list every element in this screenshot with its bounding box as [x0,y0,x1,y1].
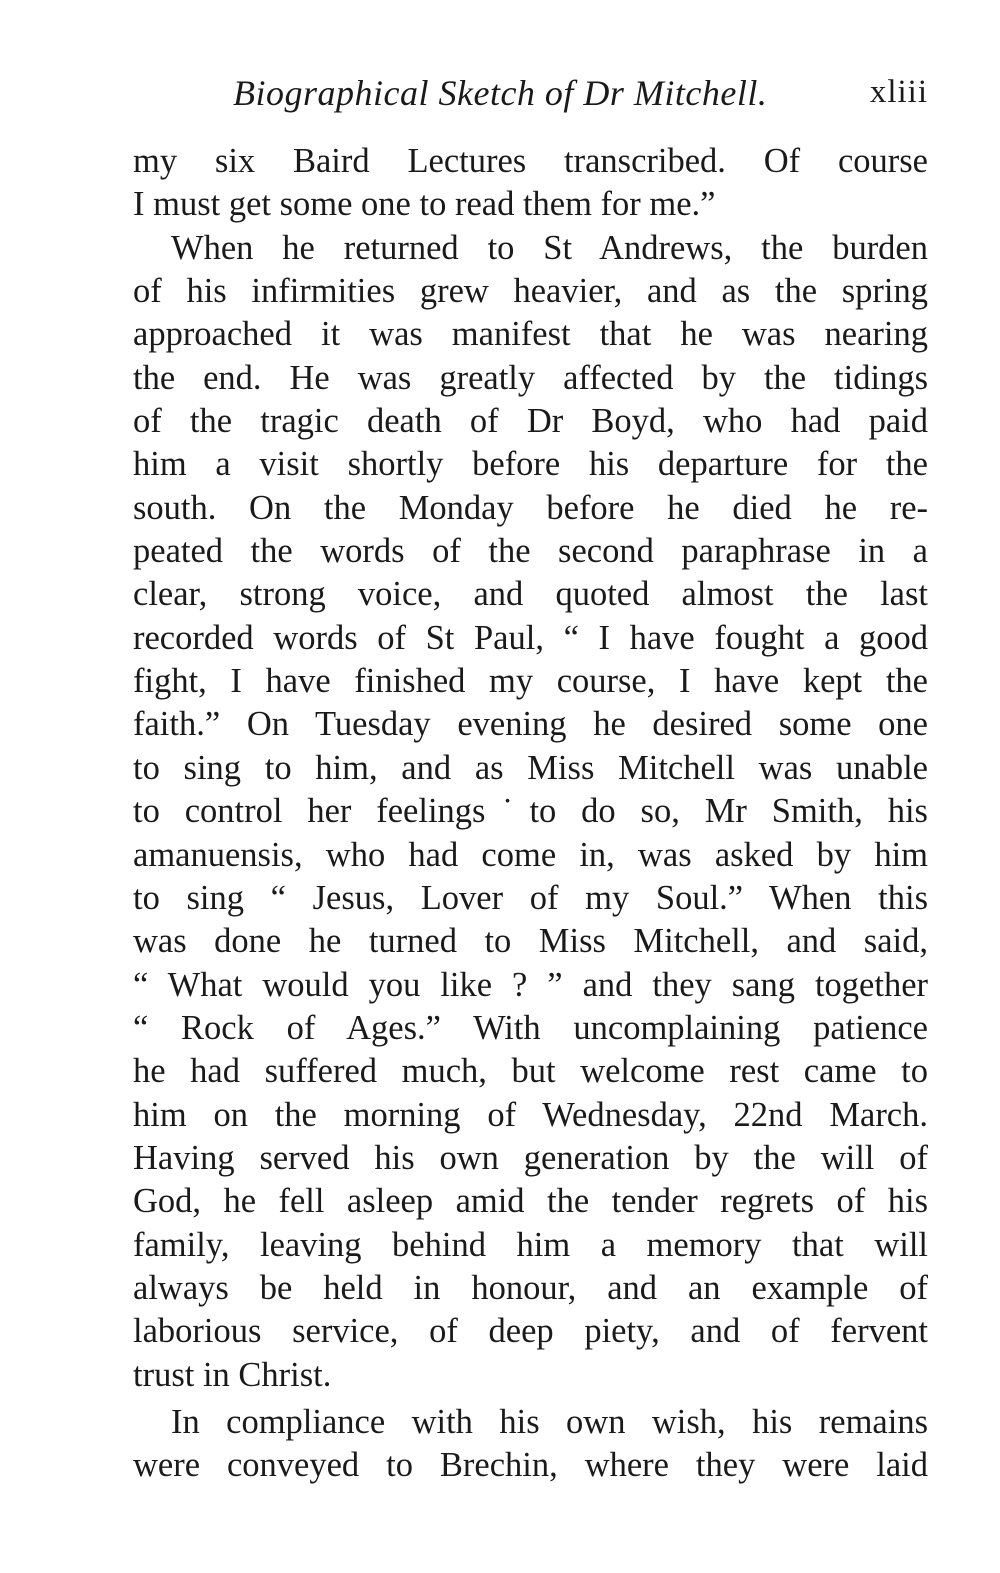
text-line: were conveyed to Brechin, where they were laid [133,1446,928,1485]
body-text [133,140,928,1488]
text-line: he had suffered much, but welcome rest came to [133,1052,928,1091]
text-line: of his infirmities grew heavier, and as the spring [133,272,928,311]
text-line: always be held in honour, and an example of [133,1268,928,1307]
running-title: Biographical Sketch of Dr Mitchell. [233,73,768,113]
text-line: fight, I have finished my course, I have kept the [133,662,928,701]
text-line: faith.” On Tuesday evening he desired some one [133,705,928,744]
text-line: clear, strong voice, and quoted almost the last [133,575,928,614]
text-line: laborious service, of deep piety, and of fervent [133,1312,928,1351]
text-line: trust in Christ. [133,1355,332,1394]
text-line: was done he turned to Miss Mitchell, and said, [133,922,928,961]
text-line: to control her feelings˙to do so, Mr Smith, his [133,792,928,831]
text-line: south. On the Monday before he died he re- [133,488,928,527]
text-line: “ What would you like ? ” and they sang together [133,965,928,1004]
text-line: Having served his own generation by the will of [133,1138,928,1177]
text-line: recorded words of St Paul, “ I have fought a good [133,618,928,657]
text-line: to sing “ Jesus, Lover of my Soul.” When this [133,878,928,917]
text-line: amanuensis, who had come in, was asked by him [133,835,928,874]
text-line: approached it was manifest that he was nearing [133,315,928,354]
page-header [133,66,928,118]
page-number: xliii [869,74,928,110]
text-line: to sing to him, and as Miss Mitchell was unable [133,748,928,787]
text-line: him on the morning of Wednesday, 22nd March. [133,1095,928,1134]
text-line: the end. He was greatly affected by the tidings [133,358,928,397]
paragraph-start-line: In compliance with his own wish, his remains [171,1402,928,1441]
text-line: I must get some one to read them for me.” [133,185,716,224]
text-line: God, he fell asleep amid the tender regrets of his [133,1182,928,1221]
text-line: peated the words of the second paraphrase in a [133,532,928,571]
text-line: of the tragic death of Dr Boyd, who had paid [133,402,928,441]
text-line: family, leaving behind him a memory that will [133,1225,928,1264]
paragraph-start-line: When he returned to St Andrews, the burden [171,228,928,267]
text-line: my six Baird Lectures transcribed. Of course [133,142,928,180]
text-line: “ Rock of Ages.” With uncomplaining patience [133,1008,928,1047]
text-line: him a visit shortly before his departure for the [133,445,928,484]
